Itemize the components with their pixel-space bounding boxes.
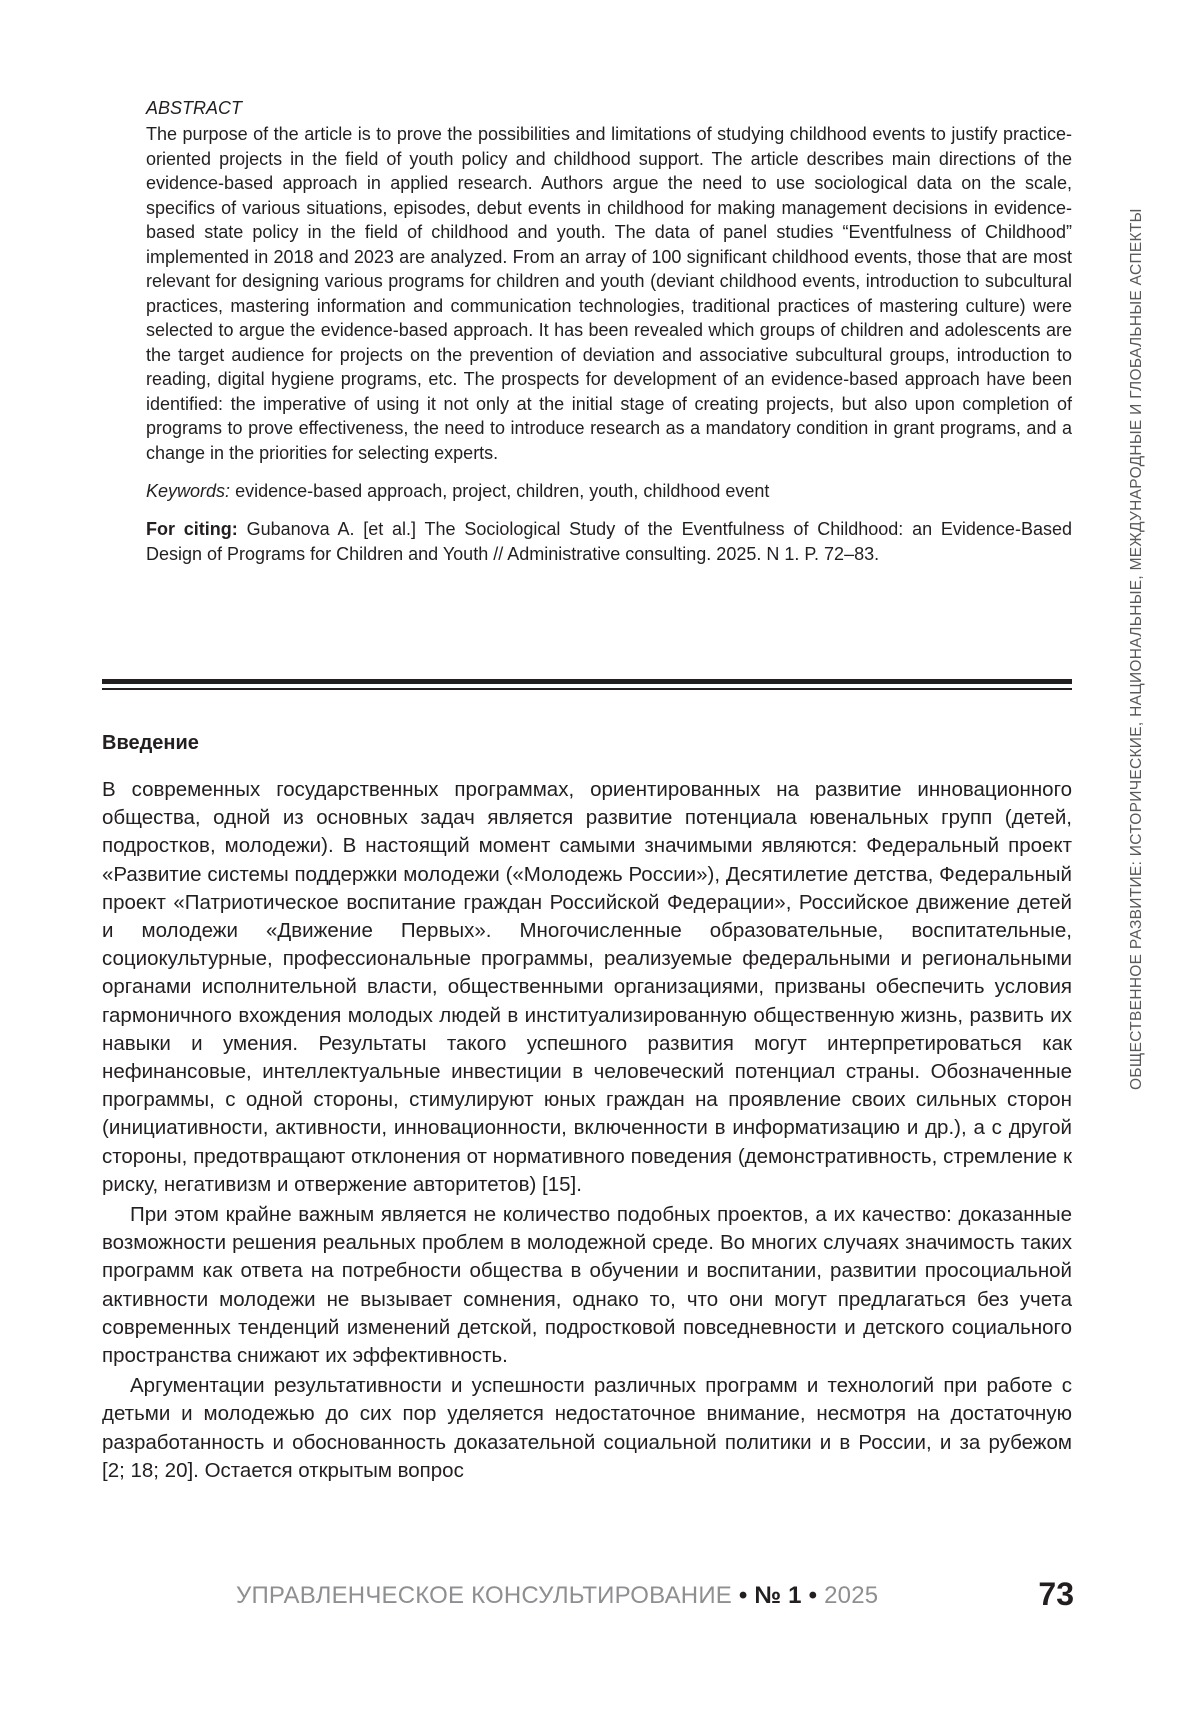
running-head-text: ОБЩЕСТВЕННОЕ РАЗВИТИЕ: ИСТОРИЧЕСКИЕ, НАЦИОНАЛЬНЫЕ, МЕЖДУНАРОДНЫЕ И ГЛОБАЛЬНЫЕ АСПЕКТЫ	[1122, 90, 1152, 1090]
year: 2025	[824, 1582, 878, 1609]
divider-thin	[102, 688, 1072, 690]
divider-thick	[102, 679, 1072, 684]
issue-number: № 1	[754, 1582, 801, 1609]
citation-label: For citing:	[146, 519, 238, 539]
section-running-head	[1122, 90, 1152, 1090]
paragraph: Аргументации результативности и успешности различных программ и технологий при работе с детьми и молодежью до сих пор уделяется недостаточное внимание, несмотря на достаточную разработанность и обоснованность доказательной социальной политики и в России, и за рубежом [2; 18; 20]. Остается открытым вопрос	[102, 1372, 1072, 1485]
separator-dot: •	[739, 1582, 748, 1609]
citation-text: Gubanova A. [et al.] The Sociological Study of the Eventfulness of Childhood: an Evidence-Based Design of Programs for Children and Youth // Administrative consulting. 2025. N 1. P. 72–83.	[146, 519, 1072, 564]
paragraph: При этом крайне важным является не количество подобных проектов, а их качество: доказанные возможности решения реальных проблем в молодежной среде. Во многих случаях значимость таких программ как ответа на потребности общества в обучении и воспитании, развитии просоциальной активности молодежи не вызывает сомнения, однако то, что они могут предлагаться без учета современных тенденций изменений детской, подростковой повседневности и детского социального пространства снижают их эффективность.	[102, 1201, 1072, 1370]
page-footer	[0, 1576, 1200, 1616]
citation	[146, 517, 1072, 566]
separator-dot: •	[809, 1582, 818, 1609]
abstract-heading: ABSTRACT	[146, 96, 1072, 120]
journal-title	[236, 1582, 878, 1610]
page-number: 73	[1038, 1576, 1074, 1613]
journal-name: УПРАВЛЕНЧЕСКОЕ КОНСУЛЬТИРОВАНИЕ	[236, 1582, 732, 1609]
paragraph: В современных государственных программах, ориентированных на развитие инновационного общества, одной из основных задач является развитие потенциала ювенальных групп (детей, подростков, молодежи). В настоящий момент самыми значимыми являются: Федеральный проект «Развитие системы поддержки молодежи («Молодежь России»), Десятилетие детства, Федеральный проект «Патриотическое воспитание граждан Российской Федерации», Российское движение детей и молодежи «Движение Первых». Многочисленные образовательные, воспитательные, социокультурные, профессиональные программы, реализуемые федеральными и региональными органами исполнительной власти, общественными организациями, призваны обеспечить условия гармоничного вхождения молодых людей в институализированную общественную жизнь, развить их навыки и умения. Результаты такого успешного развития могут интерпретироваться как нефинансовые, интеллектуальные инвестиции в человеческий потенциал страны. Обозначенные программы, с одной стороны, стимулируют юных граждан на проявление своих сильных сторон (инициативности, активности, инновационности, включенности в информатизацию и др.), а с другой стороны, предотвращают отклонения от нормативного поведения (демонстративность, стремление к риску, негативизм и отвержение авторитетов) [15].	[102, 776, 1072, 1199]
abstract-text: The purpose of the article is to prove the possibilities and limitations of studying childhood events to justify practice-oriented projects in the field of youth policy and childhood support. The article describes main directions of the evidence-based approach in applied research. Authors argue the need to use sociological data on the scale, specifics of various situations, episodes, debut events in childhood for making management decisions in evidence-based state policy in the field of childhood and youth. The data of panel studies “Eventfulness of Childhood” implemented in 2018 and 2023 are analyzed. From an array of 100 significant childhood events, those that are most relevant for designing various programs for children and youth (deviant childhood events, introduction to subcultural practices, mastering information and communication technologies, traditional practices of mastering culture) were selected to argue the evidence-based approach. It has been revealed which groups of children and adolescents are the target audience for projects on the prevention of deviation and associative subcultural groups, introduction to reading, digital hygiene programs, etc. The prospects for development of an evidence-based approach have been identified: the imperative of using it not only at the initial stage of creating projects, but also upon completion of programs to prove effectiveness, the need to introduce research as a mandatory condition in grant programs, and a change in the priorities for selecting experts.	[146, 122, 1072, 465]
keywords-label: Keywords:	[146, 481, 230, 501]
main-content	[102, 730, 1072, 1485]
keywords-text: evidence-based approach, project, children, youth, childhood event	[235, 481, 769, 501]
keywords	[146, 479, 1072, 503]
abstract-block	[146, 96, 1072, 566]
section-title: Введение	[102, 730, 1072, 756]
